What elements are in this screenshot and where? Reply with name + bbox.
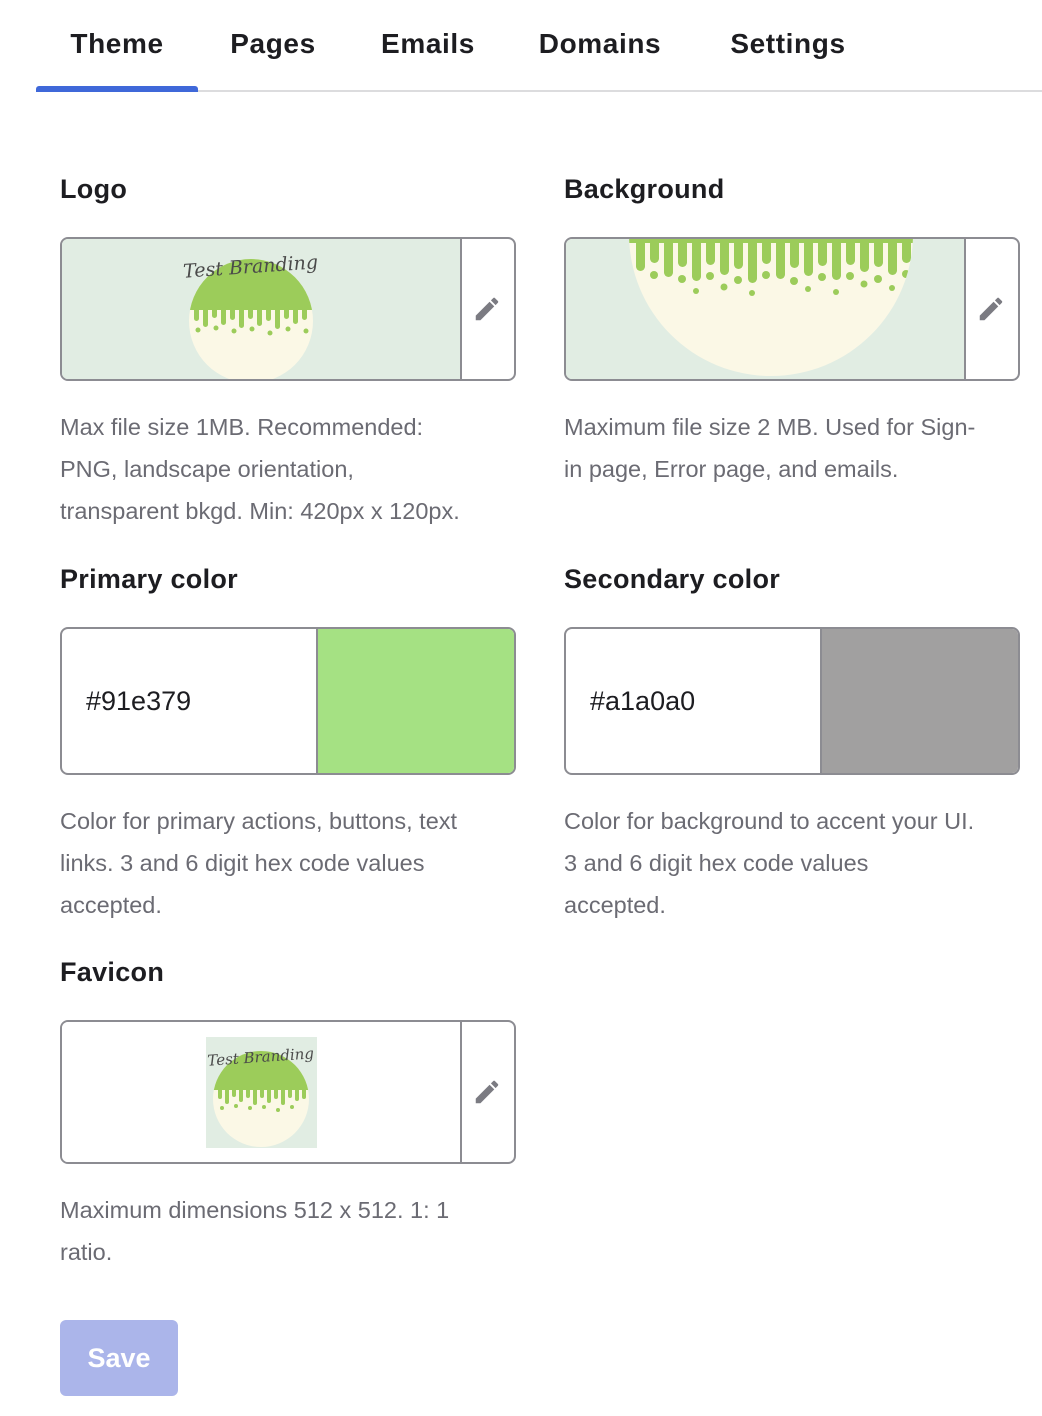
logo-help-line: PNG, landscape orientation,: [60, 456, 354, 482]
primary-color-swatch[interactable]: [316, 629, 514, 773]
background-help-line: Maximum file size 2 MB. Used for Sign-: [564, 414, 976, 440]
background-help-line: in page, Error page, and emails.: [564, 456, 899, 482]
favicon-edit-button[interactable]: [460, 1022, 514, 1162]
favicon-help: [60, 1189, 530, 1273]
tab-theme[interactable]: Theme: [36, 0, 198, 90]
primary-color-help-line: accepted.: [60, 892, 162, 918]
secondary-color-input[interactable]: [566, 629, 820, 773]
logo-preview: [62, 239, 462, 379]
primary-color-picker: [60, 627, 516, 775]
background-image: [566, 239, 964, 379]
primary-color-title: Primary color: [60, 564, 238, 594]
favicon-help-line: Maximum dimensions 512 x 512. 1: 1: [60, 1197, 450, 1223]
pencil-icon: [472, 1077, 502, 1107]
background-title: Background: [564, 174, 725, 204]
pencil-icon: [472, 294, 502, 324]
favicon-preview: [62, 1022, 462, 1162]
logo-help: [60, 406, 530, 532]
logo-upload: [60, 237, 516, 381]
favicon-script-text: Test Branding: [206, 1044, 315, 1070]
tab-emails[interactable]: Emails: [381, 28, 475, 59]
primary-color-help-line: links. 3 and 6 digit hex code values: [60, 850, 425, 876]
tab-domains[interactable]: Domains: [538, 28, 662, 59]
tab-pages[interactable]: Pages: [230, 28, 316, 59]
secondary-color-swatch[interactable]: [820, 629, 1018, 773]
favicon-help-line: ratio.: [60, 1239, 113, 1265]
favicon-image: [62, 1022, 460, 1162]
background-upload: [564, 237, 1020, 381]
logo-title: Logo: [60, 174, 128, 204]
pencil-icon: [976, 294, 1006, 324]
logo-edit-button[interactable]: [460, 239, 514, 379]
secondary-color-help: [564, 800, 1034, 926]
logo-script-text: Test Branding: [182, 251, 319, 283]
logo-image: [62, 239, 460, 379]
background-edit-button[interactable]: [964, 239, 1018, 379]
save-button[interactable]: Save: [60, 1320, 178, 1396]
secondary-color-help-line: Color for background to accent your UI.: [564, 808, 975, 834]
background-preview: [566, 239, 966, 379]
favicon-title: Favicon: [60, 957, 165, 987]
tab-bar: [36, 0, 1042, 92]
logo-help-line: Max file size 1MB. Recommended:: [60, 414, 424, 440]
secondary-color-picker: [564, 627, 1020, 775]
primary-color-help-line: Color for primary actions, buttons, text: [60, 808, 458, 834]
secondary-color-title: Secondary color: [564, 564, 781, 594]
primary-color-help: [60, 800, 530, 926]
primary-color-input[interactable]: [62, 629, 316, 773]
logo-help-line: transparent bkgd. Min: 420px x 120px.: [60, 498, 460, 524]
favicon-upload: [60, 1020, 516, 1164]
tab-settings[interactable]: Settings: [730, 28, 846, 59]
background-help: [564, 406, 1034, 490]
secondary-color-help-line: 3 and 6 digit hex code values: [564, 850, 869, 876]
secondary-color-help-line: accepted.: [564, 892, 666, 918]
